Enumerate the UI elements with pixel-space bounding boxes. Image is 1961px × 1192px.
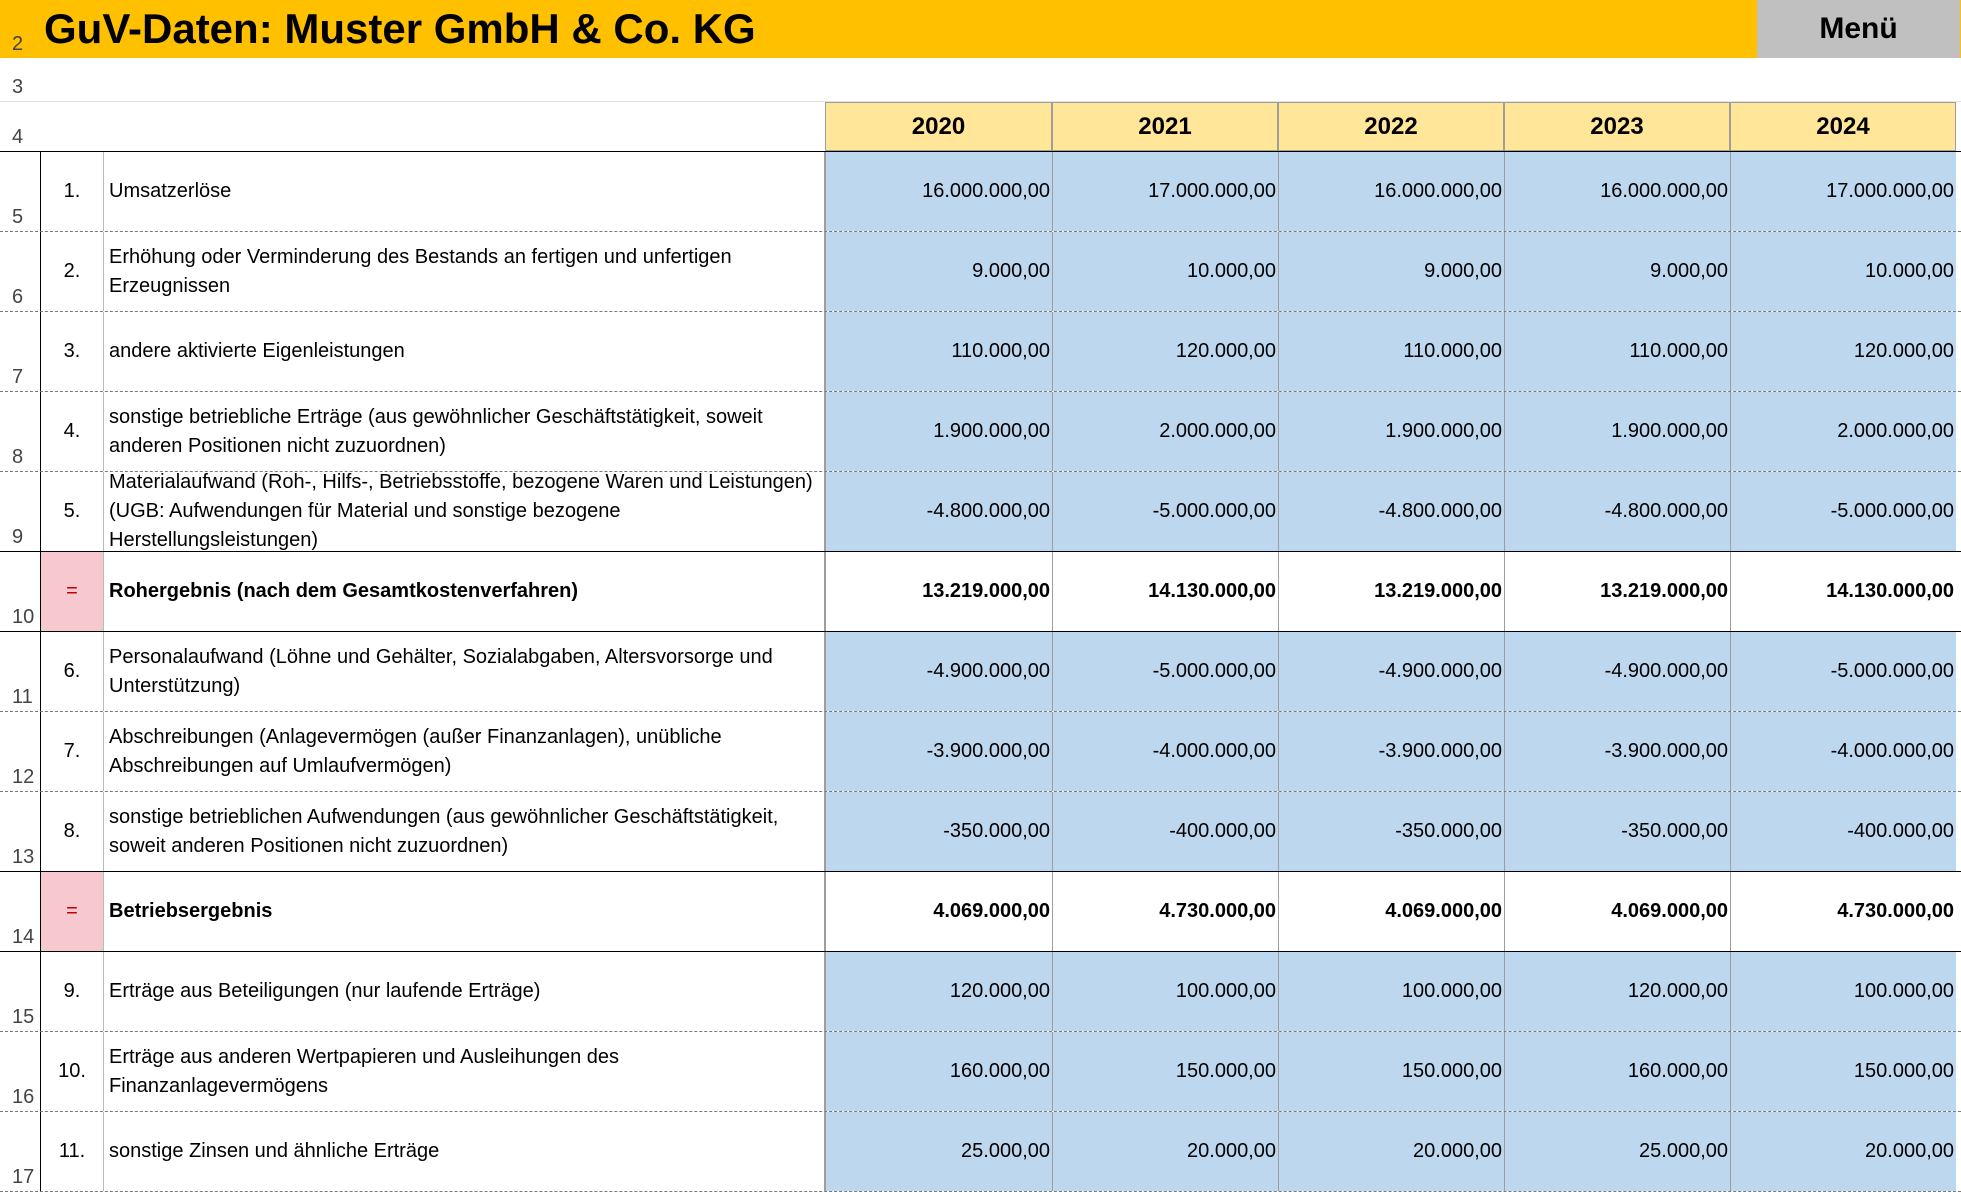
title-row bbox=[0, 0, 1961, 58]
position-label[interactable]: Materialaufwand (Roh-, Hilfs-, Betriebsstoffe, bezogene Waren und Leistungen) (UGB: Aufwendungen für Material und sonstige bezogene Herstellungsleistungen) bbox=[104, 472, 825, 551]
value-cell[interactable]: 100.000,00 bbox=[1278, 952, 1504, 1031]
position-label[interactable]: Personalaufwand (Löhne und Gehälter, Sozialabgaben, Altersvorsorge und Unterstützung) bbox=[104, 632, 825, 711]
value-cell[interactable]: -400.000,00 bbox=[1052, 792, 1278, 871]
table-row bbox=[0, 952, 1961, 1032]
value-cell[interactable]: 13.219.000,00 bbox=[825, 552, 1052, 631]
position-number[interactable]: 3. bbox=[40, 312, 104, 391]
position-number[interactable]: 4. bbox=[40, 392, 104, 471]
position-number[interactable]: 9. bbox=[40, 952, 104, 1031]
position-number[interactable]: 2. bbox=[40, 232, 104, 311]
row-number: 8 bbox=[12, 446, 24, 468]
value-cell[interactable]: 16.000.000,00 bbox=[1504, 152, 1730, 231]
value-cell[interactable]: 14.130.000,00 bbox=[1730, 552, 1956, 631]
position-number[interactable]: 6. bbox=[40, 632, 104, 711]
value-cell[interactable]: -3.900.000,00 bbox=[1278, 712, 1504, 791]
row-number: 3 bbox=[12, 76, 24, 98]
value-cell[interactable]: 14.130.000,00 bbox=[1052, 552, 1278, 631]
value-cell[interactable]: 2.000.000,00 bbox=[1730, 392, 1956, 471]
page-title: GuV-Daten: Muster GmbH & Co. KG bbox=[44, 5, 756, 52]
row-number: 11 bbox=[12, 686, 33, 708]
value-cell[interactable]: 4.730.000,00 bbox=[1052, 872, 1278, 951]
value-cell[interactable]: 13.219.000,00 bbox=[1504, 552, 1730, 631]
value-cell[interactable]: 120.000,00 bbox=[1504, 952, 1730, 1031]
row-number: 6 bbox=[12, 286, 24, 308]
year-header-cell[interactable]: 2022 bbox=[1278, 102, 1504, 151]
value-cell[interactable]: 120.000,00 bbox=[1730, 312, 1956, 391]
value-cell[interactable]: 1.900.000,00 bbox=[1278, 392, 1504, 471]
value-cell[interactable]: 17.000.000,00 bbox=[1052, 152, 1278, 231]
year-header-cell[interactable]: 2020 bbox=[825, 102, 1052, 151]
position-label[interactable]: Erhöhung oder Verminderung des Bestands an fertigen und unfertigen Erzeugnissen bbox=[104, 232, 825, 311]
value-cell[interactable]: 20.000,00 bbox=[1730, 1112, 1956, 1191]
table-row bbox=[0, 1112, 1961, 1192]
value-cell[interactable]: -4.800.000,00 bbox=[825, 472, 1052, 551]
value-cell[interactable]: -4.900.000,00 bbox=[825, 632, 1052, 711]
position-label[interactable]: Erträge aus anderen Wertpapieren und Ausleihungen des Finanzanlagevermögens bbox=[104, 1032, 825, 1111]
position-label[interactable]: Abschreibungen (Anlagevermögen (außer Finanzanlagen), unübliche Abschreibungen auf Umlaufvermögen) bbox=[104, 712, 825, 791]
row-number: 9 bbox=[12, 526, 24, 548]
value-cell[interactable]: -4.000.000,00 bbox=[1052, 712, 1278, 791]
value-cell[interactable]: 100.000,00 bbox=[1052, 952, 1278, 1031]
row-number: 4 bbox=[12, 126, 24, 148]
value-cell[interactable]: 4.730.000,00 bbox=[1730, 872, 1956, 951]
value-cell[interactable]: 20.000,00 bbox=[1278, 1112, 1504, 1191]
row-number: 17 bbox=[12, 1166, 35, 1188]
table-row bbox=[0, 1032, 1961, 1112]
value-cell[interactable]: -5.000.000,00 bbox=[1052, 632, 1278, 711]
position-number[interactable]: 7. bbox=[40, 712, 104, 791]
value-cell[interactable]: 25.000,00 bbox=[1504, 1112, 1730, 1191]
position-label[interactable]: sonstige Zinsen und ähnliche Erträge bbox=[104, 1112, 825, 1191]
table-row bbox=[0, 712, 1961, 792]
row-number: 5 bbox=[12, 206, 24, 228]
year-header-cell[interactable]: 2021 bbox=[1052, 102, 1278, 151]
result-marker[interactable]: = bbox=[40, 552, 104, 631]
value-cell[interactable]: 100.000,00 bbox=[1730, 952, 1956, 1031]
value-cell[interactable]: -400.000,00 bbox=[1730, 792, 1956, 871]
value-cell[interactable]: 10.000,00 bbox=[1730, 232, 1956, 311]
value-cell[interactable]: 110.000,00 bbox=[1504, 312, 1730, 391]
position-label[interactable]: Erträge aus Beteiligungen (nur laufende Erträge) bbox=[104, 952, 825, 1031]
value-cell[interactable]: 4.069.000,00 bbox=[1504, 872, 1730, 951]
empty-row bbox=[0, 58, 1961, 102]
position-label[interactable]: Rohergebnis (nach dem Gesamtkostenverfahren) bbox=[104, 552, 825, 631]
value-cell[interactable]: -4.800.000,00 bbox=[1504, 472, 1730, 551]
year-header-cell[interactable]: 2023 bbox=[1504, 102, 1730, 151]
result-marker[interactable]: = bbox=[40, 872, 104, 951]
position-number[interactable]: 8. bbox=[40, 792, 104, 871]
value-cell[interactable]: 4.069.000,00 bbox=[1278, 872, 1504, 951]
table-row bbox=[0, 152, 1961, 232]
row-number: 16 bbox=[12, 1086, 35, 1108]
position-number[interactable]: 5. bbox=[40, 472, 104, 551]
value-cell[interactable]: 1.900.000,00 bbox=[825, 392, 1052, 471]
value-cell[interactable]: 20.000,00 bbox=[1052, 1112, 1278, 1191]
position-number[interactable]: 10. bbox=[40, 1032, 104, 1111]
value-cell[interactable]: -4.800.000,00 bbox=[1278, 472, 1504, 551]
table-row bbox=[0, 552, 1961, 632]
value-cell[interactable]: 16.000.000,00 bbox=[1278, 152, 1504, 231]
table-row bbox=[0, 792, 1961, 872]
value-cell[interactable]: 13.219.000,00 bbox=[1278, 552, 1504, 631]
row-number: 7 bbox=[12, 366, 24, 388]
position-label[interactable]: sonstige betriebliche Erträge (aus gewöhnlicher Geschäftstätigkeit, soweit anderen Positionen nicht zuzuordnen) bbox=[104, 392, 825, 471]
value-cell[interactable]: 9.000,00 bbox=[825, 232, 1052, 311]
value-cell[interactable]: 16.000.000,00 bbox=[825, 152, 1052, 231]
table-row bbox=[0, 232, 1961, 312]
value-cell[interactable]: 160.000,00 bbox=[1504, 1032, 1730, 1111]
row-number: 12 bbox=[12, 766, 35, 788]
year-header-row bbox=[0, 102, 1961, 152]
position-label[interactable]: Umsatzerlöse bbox=[104, 152, 825, 231]
value-cell[interactable]: 120.000,00 bbox=[825, 952, 1052, 1031]
value-cell[interactable]: -350.000,00 bbox=[825, 792, 1052, 871]
value-cell[interactable]: -3.900.000,00 bbox=[1504, 712, 1730, 791]
value-cell[interactable]: 9.000,00 bbox=[1278, 232, 1504, 311]
position-label[interactable]: sonstige betrieblichen Aufwendungen (aus gewöhnlicher Geschäftstätigkeit, soweit anderen Positionen nicht zuzuordnen) bbox=[104, 792, 825, 871]
value-cell[interactable]: 1.900.000,00 bbox=[1504, 392, 1730, 471]
value-cell[interactable]: 150.000,00 bbox=[1052, 1032, 1278, 1111]
position-number[interactable]: 11. bbox=[40, 1112, 104, 1191]
value-cell[interactable]: 17.000.000,00 bbox=[1730, 152, 1956, 231]
value-cell[interactable]: 10.000,00 bbox=[1052, 232, 1278, 311]
table-row bbox=[0, 472, 1961, 552]
table-row bbox=[0, 632, 1961, 712]
position-number[interactable]: 1. bbox=[40, 152, 104, 231]
value-cell[interactable]: -5.000.000,00 bbox=[1052, 472, 1278, 551]
value-cell[interactable]: 160.000,00 bbox=[825, 1032, 1052, 1111]
menu-button[interactable]: Menü bbox=[1757, 0, 1960, 58]
value-cell[interactable]: 120.000,00 bbox=[1052, 312, 1278, 391]
value-cell[interactable]: 150.000,00 bbox=[1730, 1032, 1956, 1111]
value-cell[interactable]: 9.000,00 bbox=[1504, 232, 1730, 311]
value-cell[interactable]: -350.000,00 bbox=[1504, 792, 1730, 871]
value-cell[interactable]: 150.000,00 bbox=[1278, 1032, 1504, 1111]
table-row bbox=[0, 872, 1961, 952]
value-cell[interactable]: 2.000.000,00 bbox=[1052, 392, 1278, 471]
value-cell[interactable]: -5.000.000,00 bbox=[1730, 632, 1956, 711]
value-cell[interactable]: -4.900.000,00 bbox=[1504, 632, 1730, 711]
row-number: 14 bbox=[12, 926, 35, 948]
value-cell[interactable]: -350.000,00 bbox=[1278, 792, 1504, 871]
table-row bbox=[0, 392, 1961, 472]
value-cell[interactable]: -3.900.000,00 bbox=[825, 712, 1052, 791]
value-cell[interactable]: -4.000.000,00 bbox=[1730, 712, 1956, 791]
value-cell[interactable]: -5.000.000,00 bbox=[1730, 472, 1956, 551]
value-cell[interactable]: 110.000,00 bbox=[825, 312, 1052, 391]
row-number: 13 bbox=[12, 846, 35, 868]
position-label[interactable]: Betriebsergebnis bbox=[104, 872, 825, 951]
row-number: 2 bbox=[12, 33, 24, 55]
row-number: 10 bbox=[12, 606, 35, 628]
value-cell[interactable]: 110.000,00 bbox=[1278, 312, 1504, 391]
value-cell[interactable]: 25.000,00 bbox=[825, 1112, 1052, 1191]
table-row bbox=[0, 312, 1961, 392]
value-cell[interactable]: 4.069.000,00 bbox=[825, 872, 1052, 951]
position-label[interactable]: andere aktivierte Eigenleistungen bbox=[104, 312, 825, 391]
row-number: 15 bbox=[12, 1006, 35, 1028]
value-cell[interactable]: -4.900.000,00 bbox=[1278, 632, 1504, 711]
year-header-cell[interactable]: 2024 bbox=[1730, 102, 1956, 151]
